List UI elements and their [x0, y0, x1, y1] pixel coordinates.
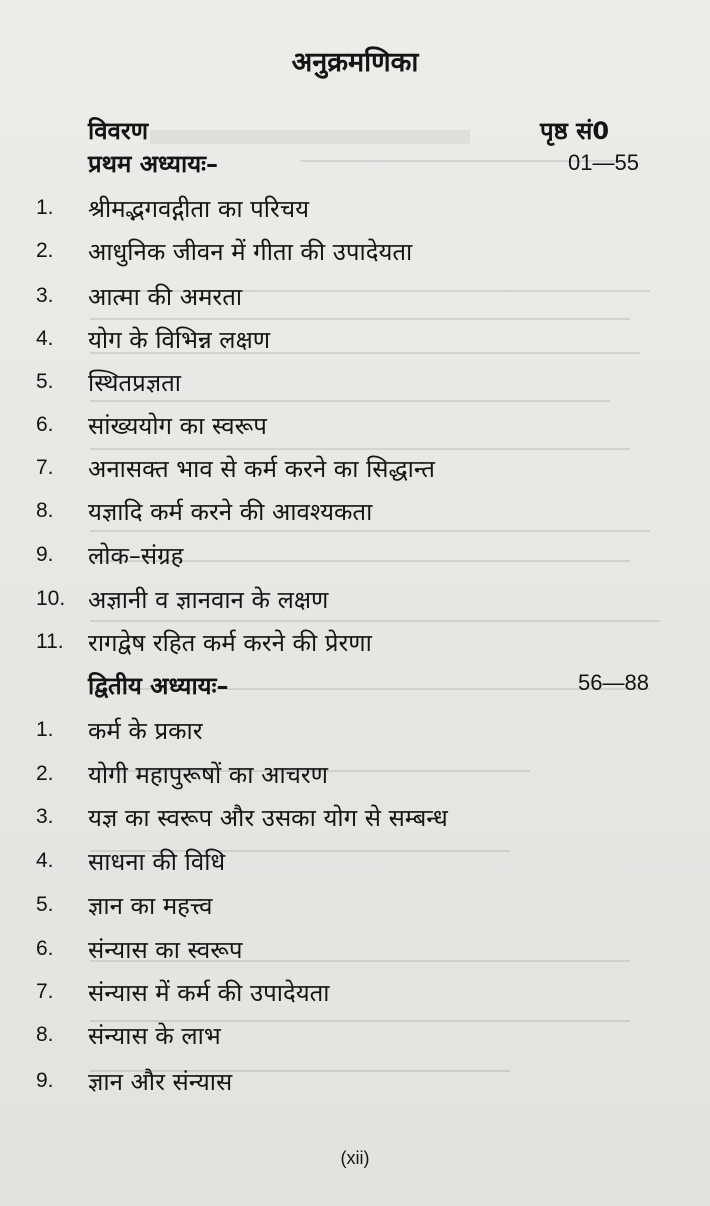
- entry-number: 4.: [36, 849, 54, 872]
- toc-entry: [0, 1069, 710, 1109]
- entry-number: 6.: [36, 413, 54, 436]
- toc-entry: [0, 456, 710, 496]
- entry-title: संन्यास के लाभ: [88, 1022, 221, 1050]
- entry-title: सांख्ययोग का स्वरूप: [88, 412, 267, 440]
- entry-title: संन्यास में कर्म की उपादेयता: [88, 979, 330, 1007]
- entry-title: यज्ञादि कर्म करने की आवश्यकता: [88, 498, 373, 526]
- entry-number: 1.: [36, 196, 54, 219]
- entry-number: 3.: [36, 805, 54, 828]
- entry-number: 5.: [36, 893, 54, 916]
- entry-title: अनासक्त भाव से कर्म करने का सिद्धान्त: [88, 455, 435, 483]
- entry-number: 5.: [36, 370, 54, 393]
- page-number-footer: (xii): [340, 1148, 370, 1168]
- entry-number: 4.: [36, 327, 54, 350]
- toc-entry: [0, 762, 710, 802]
- toc-entry: [0, 718, 710, 758]
- toc-entry: [0, 284, 710, 324]
- column-header-page-number: पृष्ठ सं0: [540, 117, 610, 145]
- section-heading-1: प्रथम अध्यायः–: [88, 150, 218, 178]
- entry-title: आत्मा की अमरता: [88, 283, 243, 311]
- section-page-range-1: 01—55: [568, 150, 639, 175]
- entry-title: साधना की विधि: [88, 848, 226, 876]
- entry-title: श्रीमद्भगवद्गीता का परिचय: [88, 195, 309, 223]
- page-title: अनुक्रमणिका: [291, 47, 419, 78]
- entry-title: स्थितप्रज्ञता: [88, 369, 182, 397]
- entry-number: 7.: [36, 456, 54, 479]
- toc-entry: [0, 630, 710, 670]
- toc-entry: [0, 805, 710, 845]
- toc-entry: [0, 196, 710, 236]
- entry-title: यज्ञ का स्वरूप और उसका योग से सम्बन्ध: [88, 804, 448, 832]
- entry-number: 9.: [36, 543, 54, 566]
- entry-number: 2.: [36, 762, 54, 785]
- toc-entry: [0, 1023, 710, 1063]
- entry-title: अज्ञानी व ज्ञानवान के लक्षण: [88, 586, 329, 614]
- entry-title: कर्म के प्रकार: [88, 717, 203, 745]
- entry-title: योग के विभिन्न लक्षण: [88, 326, 271, 354]
- section-heading-2: द्वितीय अध्यायः–: [88, 672, 229, 700]
- entry-title: लोक–संग्रह: [88, 542, 184, 570]
- toc-entry: [0, 327, 710, 367]
- toc-entry: [0, 937, 710, 977]
- entry-number: 1.: [36, 718, 54, 741]
- entry-title: योगी महापुरूषों का आचरण: [88, 761, 329, 789]
- entry-title: आधुनिक जीवन में गीता की उपादेयता: [88, 238, 413, 266]
- entry-number: 7.: [36, 980, 54, 1003]
- entry-number: 3.: [36, 284, 54, 307]
- toc-entry: [0, 413, 710, 453]
- entry-number: 9.: [36, 1069, 54, 1092]
- toc-entry: [0, 239, 710, 279]
- entry-number: 6.: [36, 937, 54, 960]
- entry-number: 11.: [36, 630, 64, 653]
- entry-number: 8.: [36, 1023, 54, 1046]
- entry-title: ज्ञान का महत्त्व: [88, 892, 213, 920]
- entry-number: 10.: [36, 587, 66, 610]
- toc-entry: [0, 370, 710, 410]
- toc-entry: [0, 893, 710, 933]
- entry-title: ज्ञान और संन्यास: [88, 1068, 233, 1096]
- toc-entry: [0, 980, 710, 1020]
- toc-entry: [0, 849, 710, 889]
- entry-title: रागद्वेष रहित कर्म करने की प्रेरणा: [88, 629, 372, 657]
- toc-entry: [0, 543, 710, 583]
- section-page-range-2: 56—88: [578, 670, 649, 695]
- entry-title: संन्यास का स्वरूप: [88, 936, 243, 964]
- toc-entry: [0, 499, 710, 539]
- column-header-description: विवरण: [88, 117, 149, 145]
- entry-number: 8.: [36, 499, 54, 522]
- toc-entry: [0, 587, 710, 627]
- entry-number: 2.: [36, 239, 54, 262]
